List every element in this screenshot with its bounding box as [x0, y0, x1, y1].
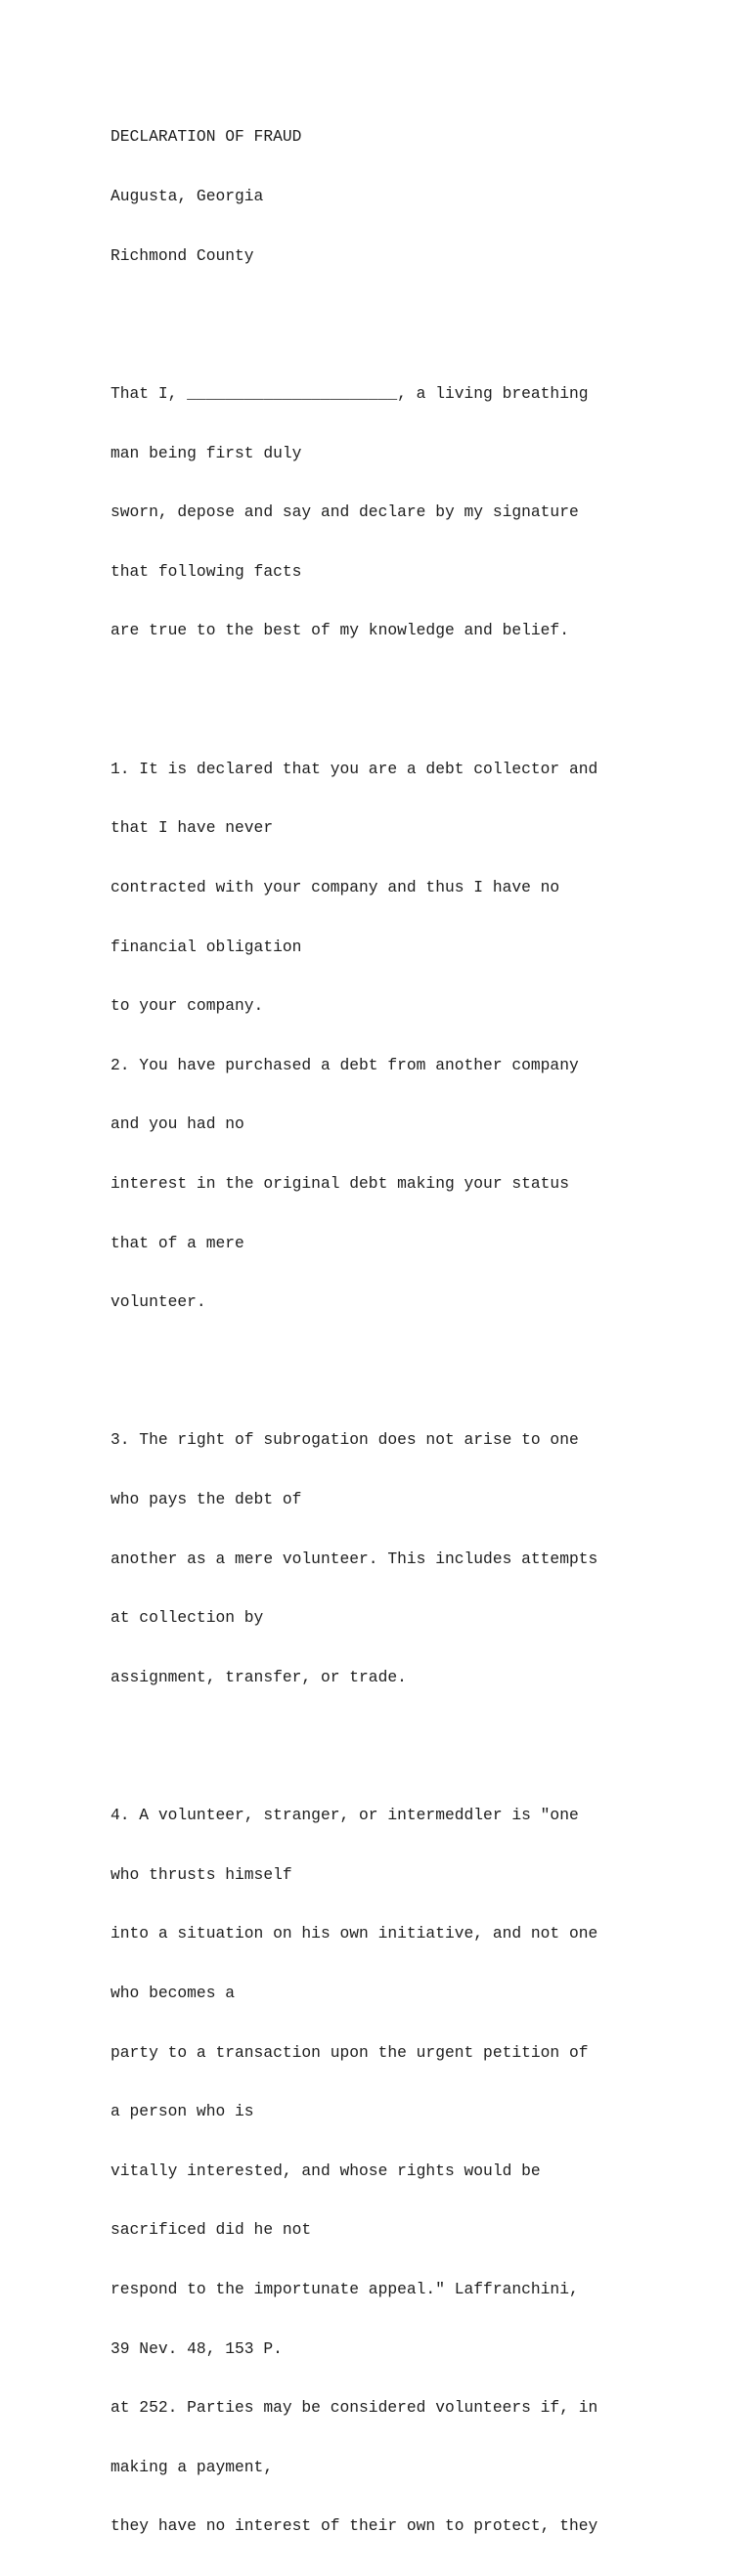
declaration-text	[110, 88, 736, 2576]
intro-line: That I, ______________________, a living breathing	[110, 383, 589, 403]
paragraph-4-line: a person who is	[110, 2102, 254, 2121]
paragraph-3-line: at collection by	[110, 1608, 264, 1628]
paragraph-4-line: respond to the importunate appeal." Laffranchini,	[110, 2280, 579, 2298]
paragraph-4-line: sacrificed did he not	[110, 2220, 312, 2240]
blank-line	[110, 680, 736, 700]
paragraph-4-line: who thrusts himself	[110, 1864, 292, 1884]
paragraph-2-line: and you had no	[110, 1114, 244, 1134]
document-title: DECLARATION OF FRAUD	[110, 127, 302, 147]
paragraph-3-line: 3. The right of subrogation does not arise to one	[110, 1430, 579, 1450]
paragraph-4-line: 39 Nev. 48, 153 P.	[110, 2338, 283, 2358]
intro-line: sworn, depose and say and declare by my signature	[110, 502, 579, 522]
location-city-state: Augusta, Georgia	[110, 187, 264, 205]
blank-line	[110, 305, 736, 325]
paragraph-1-line: that I have never	[110, 818, 274, 838]
paragraph-4-line: at 252. Parties may be considered volunteers if, in	[110, 2398, 598, 2418]
intro-line: are true to the best of my knowledge and belief.	[110, 621, 569, 640]
intro-line: man being first duly	[110, 443, 302, 462]
blank-line	[110, 1726, 736, 1746]
paragraph-2-line: 2. You have purchased a debt from another company	[110, 1055, 579, 1074]
paragraph-1-line: contracted with your company and thus I have no	[110, 877, 560, 896]
paragraph-4-line: into a situation on his own initiative, and not one	[110, 1924, 598, 1943]
paragraph-3-line: another as a mere volunteer. This includes attempts	[110, 1549, 598, 1568]
paragraph-4-line: they have no interest of their own to protect, they	[110, 2516, 598, 2536]
paragraph-1-line: to your company.	[110, 996, 264, 1016]
paragraph-1-line: financial obligation	[110, 937, 302, 956]
paragraph-3-line: assignment, transfer, or trade.	[110, 1667, 407, 1686]
paragraph-2-line: that of a mere	[110, 1233, 244, 1252]
paragraph-1-line: 1. It is declared that you are a debt collector and	[110, 759, 598, 778]
paragraph-4-line: who becomes a	[110, 1984, 236, 2003]
paragraph-4-line: 4. A volunteer, stranger, or intermeddler is "one	[110, 1806, 579, 1825]
paragraph-4-line: making a payment,	[110, 2457, 274, 2476]
paragraph-2-line: interest in the original debt making your status	[110, 1173, 569, 1193]
blank-line	[110, 1352, 736, 1372]
paragraph-4-line: vitally interested, and whose rights would be	[110, 2161, 541, 2180]
intro-line: that following facts	[110, 561, 302, 581]
paragraph-2-line: volunteer.	[110, 1292, 206, 1312]
location-county: Richmond County	[110, 245, 254, 265]
paragraph-4-line: party to a transaction upon the urgent petition of	[110, 2042, 589, 2062]
paragraph-3-line: who pays the debt of	[110, 1490, 302, 1509]
